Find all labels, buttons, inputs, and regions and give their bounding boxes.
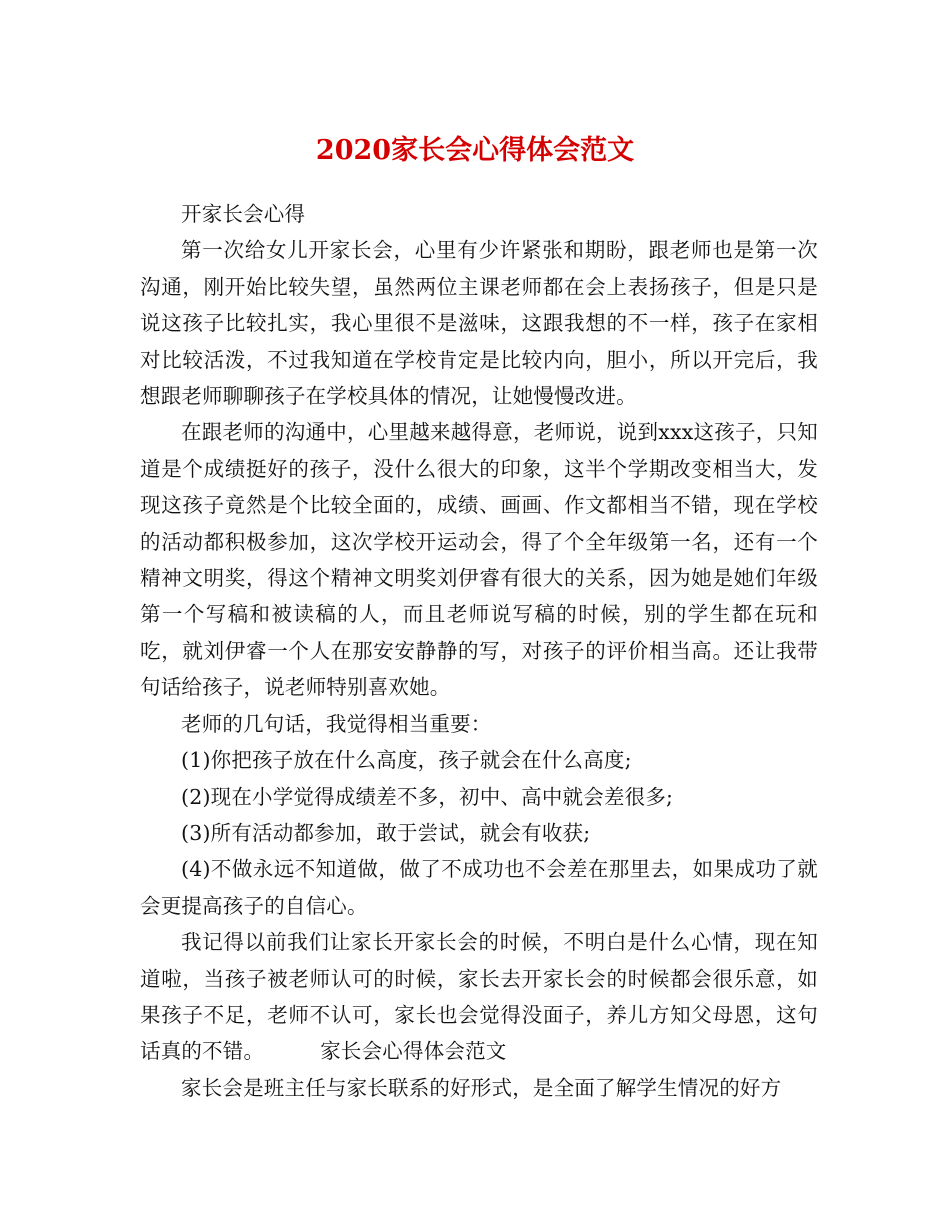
- paragraph: 老师的几句话，我觉得相当重要：: [181, 711, 492, 736]
- paragraph: 在跟老师的沟通中，心里越来越得意，老师说，说到xxx这孩子，只知道是个成绩挺好的孩子，没什么很大的印象，这半个学期改变相当大，发现这孩子竟然是个比较全面的，成绩、画画、作文都相当不错，现在学校的活动都积极参加，这次学校开运动会，得了个全年级第一名，还有一个精神文明奖，得这个精神文明奖刘伊睿有很大的关系，因为她是她们年级第一个写稿和被读稿的人，而且老师说写稿的时候，别的学生都在玩和吃，就刘伊睿一个人在那安安静静的写，对孩子的评价相当高。还让我带句话给孩子，说老师特别喜欢她。: [140, 420, 818, 700]
- section-heading: 开家长会心得: [181, 202, 306, 226]
- paragraph: 家长会是班主任与家长联系的好形式，是全面了解学生情况的好方: [181, 1075, 782, 1100]
- inline-heading: 家长会心得体会范文: [320, 1039, 507, 1064]
- list-item: (3)所有活动都参加，敢于尝试，就会有收获;: [181, 820, 591, 845]
- paragraph-text: 我记得以前我们让家长开家长会的时候，不明白是什么心情，现在知道啦，当孩子被老师认可的时候，家长去开家长会的时候都会很乐意，如果孩子不足，老师不认可，家长也会觉得没面子，养儿方知父母恩，这句话真的不错。: [140, 930, 818, 1064]
- paragraph: [140, 924, 818, 1070]
- list-item: (4)不做永远不知道做，做了不成功也不会差在那里去，如果成功了就会更提高孩子的自信心。: [140, 857, 818, 918]
- list-item: (1)你把孩子放在什么高度，孩子就会在什么高度;: [181, 748, 632, 773]
- document-body: [140, 196, 818, 1106]
- document-title: 2020家长会心得体会范文: [315, 135, 635, 166]
- list-item: (2)现在小学觉得成绩差不多，初中、高中就会差很多;: [181, 784, 674, 809]
- paragraph: 第一次给女儿开家长会，心里有少许紧张和期盼，跟老师也是第一次沟通，刚开始比较失望，虽然两位主课老师都在会上表扬孩子，但是只是说这孩子比较扎实，我心里很不是滋味，这跟我想的不一样，孩子在家相对比较活泼，不过我知道在学校肯定是比较内向，胆小，所以开完后，我想跟老师聊聊孩子在学校具体的情况，让她慢慢改进。: [140, 238, 818, 409]
